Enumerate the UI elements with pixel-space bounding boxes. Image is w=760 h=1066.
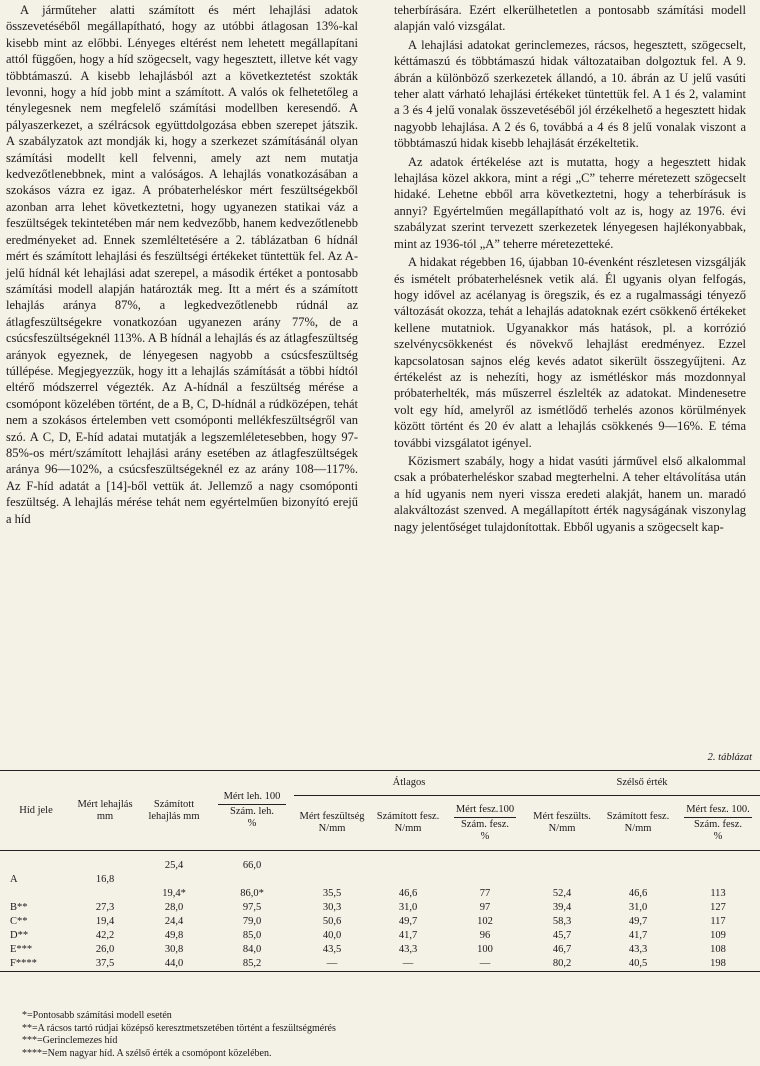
table-cell: 26,0 <box>95 944 115 955</box>
footnote: **=A rácsos tartó rúdjai középső keresztmetszetében történt a feszültségmérés <box>22 1022 336 1034</box>
table-cell: 97,5 <box>242 902 262 913</box>
footnote: *=Pontosabb számítási modell esetén <box>22 1010 172 1021</box>
table-cell: 52,4 <box>552 888 572 899</box>
table-cell: 43,3 <box>398 944 418 955</box>
table-cell: 50,6 <box>322 916 342 927</box>
table-cell: 19,4* <box>162 888 186 899</box>
right-paragraph: A lehajlási adatokat gerinclemezes, rácsos, hegesztett, szögecselt, kéttámaszú és többtámaszú hidak változataiban dolgoztuk fel. A 9. ábrán a különböző szerkezetek állandó, a 10. ábrán az U jelű vasúti teher alatt várható lehajlási értékeket tüntettük fel. A 1 és 2, valamint a 3 és 4 jelű vonalak összevetéséből jól érzékelhető a hegesztett hidak nagyobb lehajlása. A 2 és 6, továbbá a 4 és 8 jelű vonalak viszont a többtámaszú hidak kisebb lehajlását érzékeltetik. <box>394 37 746 151</box>
table-cell: 77 <box>479 888 491 899</box>
table-row <box>0 957 760 972</box>
header-atlagos-mert: Mért feszültség N/mm <box>294 796 370 851</box>
table-cell: 66,0 <box>242 860 262 871</box>
right-paragraph: teherbírására. Ezért elkerülhetetlen a pontosabb számítási modell alapján való vizsgálat. <box>394 3 746 34</box>
table-cell: 19,4 <box>95 916 115 927</box>
data-table <box>0 770 760 972</box>
table-cell: 30,3 <box>322 902 342 913</box>
table-cell-id: D** <box>10 930 29 941</box>
table-cell <box>72 859 138 873</box>
table-cell <box>72 887 138 901</box>
table-cell-id: C** <box>10 916 28 927</box>
right-paragraph: A hidakat régebben 16, újabban 10-évenként részletesen vizsgálják és ismételt próbaterhelésnek vetik alá. Él ugyanis olyan felfogás, hogy idővel az acélanyag is öregszik, és ez a rugalmassági tényező változását okozza, tehát a lehajlás adatoknak ezért csökkenő értékeket kellene mutatniok. Ugyanakkor más hatások, pl. a korrózió szelvénycsökkenést és növekvő lehajlást eredményez. Ezzel kapcsolatosan sajnos elég kevés adatot sikerült összegyűjteni. Az értékelést az is nehezíti, hogy az ismétléskor más mozdonnyal próbaterhelték, más műszerrel észlelték az adatokat. Mindenesetre volt egy híd, amelyről az ismétlődő terhelés azonos körülmények között történt és 20 év alatt a lehajlás csökkenés 9—16%. E téma további vizsgálatot igényel. <box>394 255 746 450</box>
table-cell: 41,7 <box>398 930 418 941</box>
table-cell: 198 <box>676 957 760 972</box>
table-cell-id: B** <box>10 902 28 913</box>
header-hid-jele: Híd jele <box>0 771 72 851</box>
table-cell: 43,5 <box>322 944 342 955</box>
table-row <box>0 943 760 957</box>
table-cell: 108 <box>710 944 726 955</box>
table-cell <box>294 859 370 873</box>
table-cell: 44,0 <box>138 957 210 972</box>
table-cell <box>676 873 760 887</box>
table-footnotes <box>22 1010 336 1060</box>
table-cell: 25,4 <box>164 860 184 871</box>
table-cell: 45,7 <box>552 930 572 941</box>
header-szelso-ratio: Mért fesz. 100. Szám. fesz. % <box>676 796 760 851</box>
table-cell <box>138 873 210 887</box>
footnote: ***=Gerinclemezes híd <box>22 1035 118 1046</box>
table-cell: 85,0 <box>242 930 262 941</box>
table-cell <box>370 873 446 887</box>
table-row <box>0 929 760 943</box>
table-cell <box>524 859 600 873</box>
header-atlagos-ratio: Mért fesz.100 Szám. fesz. % <box>446 796 524 851</box>
table-cell: 80,2 <box>524 957 600 972</box>
table-cell: — <box>370 957 446 972</box>
table-cell: 31,0 <box>398 902 418 913</box>
table-cell: 24,4 <box>164 916 184 927</box>
table-cell <box>446 859 524 873</box>
table-row <box>0 887 760 901</box>
table-cell: 109 <box>710 930 726 941</box>
table-cell: 42,2 <box>95 930 115 941</box>
table-cell <box>524 873 600 887</box>
table-cell <box>370 859 446 873</box>
table-spacer <box>0 851 760 860</box>
table-row <box>0 915 760 929</box>
header-ratio-lehajlas: Mért leh. 100 Szám. leh. % <box>210 771 294 851</box>
table-cell: 79,0 <box>242 916 262 927</box>
table-cell: 46,6 <box>398 888 418 899</box>
table-cell: 16,8 <box>95 874 115 885</box>
table-cell: 46,6 <box>628 888 648 899</box>
table-cell: 37,5 <box>72 957 138 972</box>
header-group-szelso: Szélső érték <box>524 771 760 796</box>
table-cell: 40,0 <box>322 930 342 941</box>
table-cell: 97 <box>479 902 491 913</box>
table-row <box>0 901 760 915</box>
left-text-column <box>6 2 358 527</box>
right-paragraph: Az adatok értékelése azt is mutatta, hogy a hegesztett hidak lehajlása közel akkora, mint a régi „C” teherre méretezett szögecselt hidaké. Lehetne ebből arra következtetni, hogy a teherbírásuk is annyi? Egyértelműen megállapítható volt az is, hogy az 1976. évi szabályzat szerint tervezett szerkezetek lényegesen hajlékonyabbak, mint az 1936-tól „A” teherre méretezetteké. <box>394 154 746 251</box>
table-cell: 30,8 <box>164 944 184 955</box>
header-mert-lehajlas: Mért lehajlás mm <box>72 771 138 851</box>
table-cell: 113 <box>710 888 726 899</box>
table-cell-id <box>0 887 72 901</box>
header-atlagos-szamitott: Számított fesz. N/mm <box>370 796 446 851</box>
table-cell: 49,8 <box>164 930 184 941</box>
table-cell: 85,2 <box>210 957 294 972</box>
table-body <box>0 851 760 972</box>
table-cell: 49,7 <box>398 916 418 927</box>
table-cell-id: E*** <box>10 944 33 955</box>
table-cell: 100 <box>477 944 493 955</box>
table-cell <box>600 873 676 887</box>
table-cell <box>294 873 370 887</box>
table-cell <box>210 873 294 887</box>
table-cell-id <box>0 859 72 873</box>
right-text-column <box>394 2 746 535</box>
right-paragraph: Közismert szabály, hogy a hidat vasúti járművel első alkalommal csak a próbaterheléskor szabad megterhelni. A teher eltávolítása után a híd ugyanis nem nyeri vissza eredeti alakját, hanem un. maradó alakváltozást szenved. A megállapított érték nagyságának viszonylag nagy jelentőséget tulajdonítottak. Ebből ugyanis a szögecselt kap- <box>394 453 746 534</box>
table-cell: 39,4 <box>552 902 572 913</box>
table-cell: 40,5 <box>600 957 676 972</box>
footnote: ****=Nem nagyar híd. A szélső érték a csomópont közelében. <box>22 1047 272 1059</box>
table-cell: 41,7 <box>628 930 648 941</box>
table-cell: 102 <box>477 916 493 927</box>
table-cell: 86,0* <box>240 888 264 899</box>
table-cell: 96 <box>479 930 491 941</box>
table-row <box>0 873 760 887</box>
table-cell: 127 <box>710 902 726 913</box>
table-caption: 2. táblázat <box>707 752 752 763</box>
table-cell: — <box>294 957 370 972</box>
header-szelso-szamitott: Számított fesz. N/mm <box>600 796 676 851</box>
left-paragraph: A járműteher alatti számított és mért lehajlási adatok összevetéséből megállapítható, hogy az utóbbi átlagosan 13%-kal kisebb mint az előbbi. Lényeges eltérést nem lehetett megállapítani attól függően, hogy a híd szögecselt, vagy hegesztett, illetve két vagy többtámaszú. A kisebb lehajlásból azt a következtetést szokták levonni, hogy a híd jobb mint a számított. A valós ok felhetetőleg a ténylegesnek nem megfelelő számítási modellben keresendő. A pályaszerkezet, a szélrácsok együttdolgozása ebben szerepet játszik. A szabályzatok azt mondják ki, hogy a szerkezet számításánál olyan számítási modellt kell felvenni, amely azt nem mutatja kedvezőtlenebbnek, mint a valóságos. A lehajlás vonatkozásában a szokásos vázra ez igaz. A próbaterheléskor mért feszültségekből azonban arra lehet következtetni, hogy ugyanezen statikai váz a feszültségek tekintetében már nem kedvezőbb, hanem kedvezőtlenebb eredményeket ad. Ennek szemléltetésére a 2. táblázatban 6 hídnál mért és számított lehajlási és feszültségi értékeket tüntettük fel. Az A-jelű hídnál két lehajlási adat szerepel, a második értéket a pontosabb számítási modell alapján határozták meg. Itt a mért és a számított lehajlás aránya 87%, a legkedvezőtlenebb rúdnál az átlagfeszültségekre vonatkozóan ugyanezen arány 77%, de a csúcsfeszültségeknél 113%. A B hídnál a lehajlás és az átlagfeszültség arányok egyeznek, de lényegesen nagyobb a csúcsfeszültség túllépése. Megjegyezzük, hogy itt a lehajlás számítását a többi hídtól eltérő módszerrel végezték. Az A-hídnál a feszültség mérése a csomópont közelében történt, de a B, C, D-hídnál a rúdközépen, tehát nem a szokásos értelemben vett csomóponti mellékfeszültségről van szó. A C, D, E-híd adatai mutatják a legszemléletesebben, hogy 97-85%-os mért/számított lehajlási arány esetében az átlagfeszültségek aránya 96—102%, a csúcsfeszültségeknél ez az arány 108—117%. Az F-híd adatát a [14]-ből vettük át. Jellemző a nagy csomóponti feszültség. A lehajlás mérése tehát nem egyértelműen bizonyító erejű a híd <box>6 3 358 526</box>
table-cell: 84,0 <box>242 944 262 955</box>
table-cell <box>446 873 524 887</box>
table-cell: 43,3 <box>628 944 648 955</box>
table-cell: 28,0 <box>164 902 184 913</box>
table-cell-id: A <box>10 874 18 885</box>
table-cell: 31,0 <box>628 902 648 913</box>
table-cell-id: F**** <box>0 957 72 972</box>
table-cell: — <box>446 957 524 972</box>
header-group-atlagos: Átlagos <box>294 771 524 796</box>
table-cell <box>600 859 676 873</box>
table-cell: 58,3 <box>552 916 572 927</box>
table-cell: 35,5 <box>322 888 342 899</box>
table-cell: 27,3 <box>95 902 115 913</box>
table-row <box>0 859 760 873</box>
table-cell <box>676 859 760 873</box>
table-cell: 49,7 <box>628 916 648 927</box>
table-cell: 117 <box>710 916 726 927</box>
header-szelso-mert: Mért feszülts. N/mm <box>524 796 600 851</box>
header-szamitott-lehajlas: Számított lehajlás mm <box>138 771 210 851</box>
table-cell: 46,7 <box>552 944 572 955</box>
